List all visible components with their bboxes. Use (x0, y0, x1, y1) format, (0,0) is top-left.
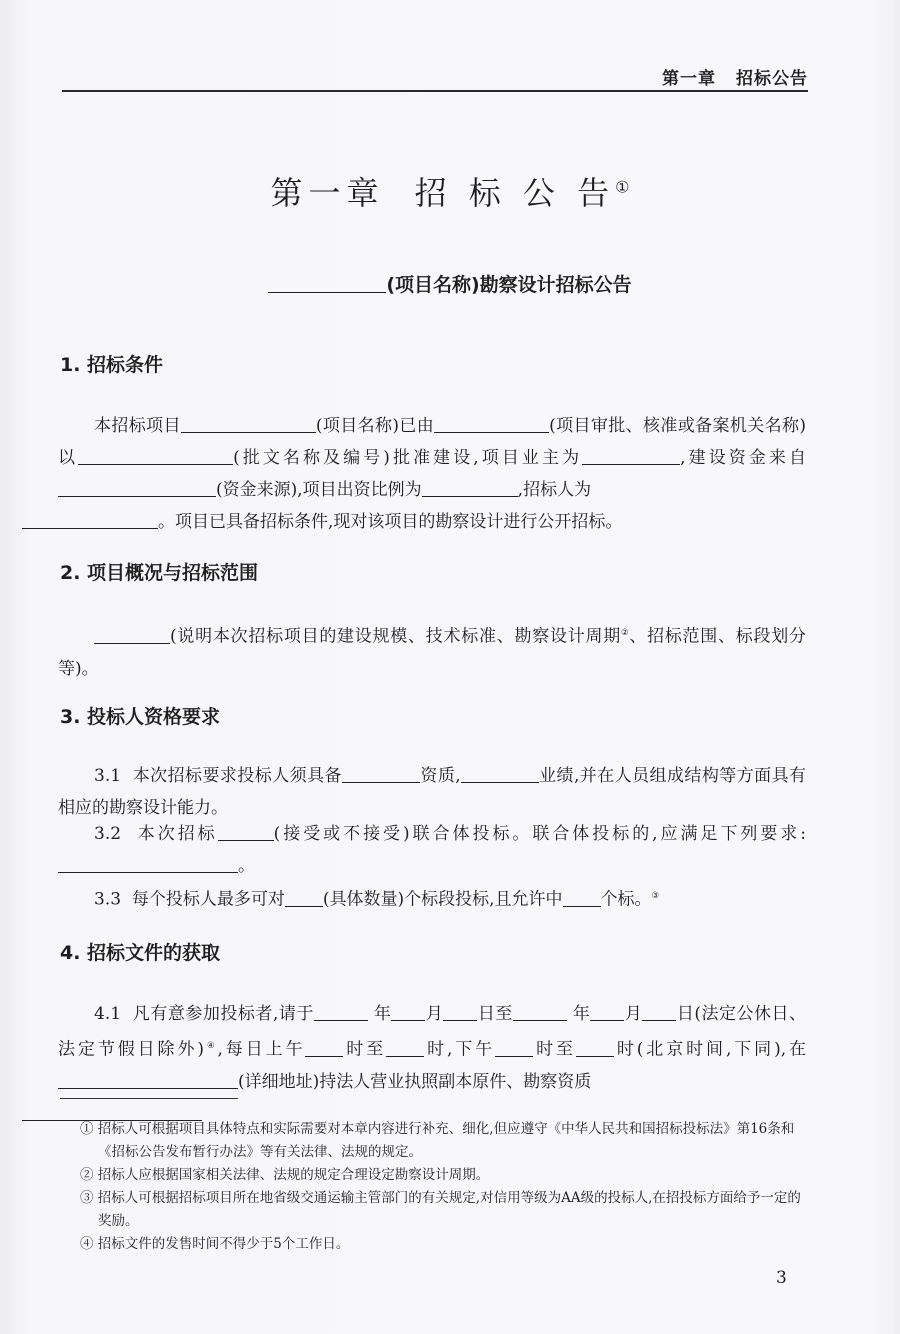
blank-field (642, 1003, 676, 1021)
chapter-title: 第一章 招 标 公 告① (270, 174, 630, 212)
footnote-rule (60, 1098, 238, 1099)
blank-field (314, 1003, 368, 1021)
footnotes (80, 1118, 810, 1256)
section-3-3: 3.3 每个投标人最多可对 (具体数量)个标段投标,且允许中 个标。③ (94, 889, 660, 910)
section-2-body: (说明本次招标项目的建设规模、技术标准、勘察设计周期②、招标范围、标段划分等)。 (58, 626, 807, 679)
footnote-2: ② 招标人应根据国家相关法律、法规的规定合理设定勘察设计周期。 (80, 1167, 490, 1183)
running-head-chapter: 第一章 (662, 69, 716, 89)
blank-field (268, 273, 386, 293)
blank-field (422, 479, 518, 497)
footnote-1: ① 招标人可根据项目具体特点和实际需要对本章内容进行补充、细化,但应遵守《中华人民共和国招标投标法》第16条和《招标公告发布暂行办法》等有关法律、法规的规定。 (80, 1121, 795, 1160)
section-3-1: 3.1 本次招标要求投标人须具备 资质, 业绩,并在人员组成结构等方面具有相应的勘察设计能力。 (58, 766, 807, 818)
blank-field (576, 1039, 614, 1057)
running-head-title: 招标公告 (736, 69, 808, 89)
section-heading-1: 1. 招标条件 (60, 354, 164, 376)
running-head (60, 64, 808, 90)
blank-field (58, 479, 216, 497)
section-heading-3: 3. 投标人资格要求 (60, 706, 221, 728)
blank-field (443, 1003, 477, 1021)
footnote-ref: ③ (651, 891, 660, 901)
section-heading-2: 2. 项目概况与招标范围 (60, 562, 259, 584)
blank-field (461, 765, 539, 783)
blank-field (305, 1039, 343, 1057)
blank-field (513, 1003, 567, 1021)
footnote-3: ③ 招标人可根据招标项目所在地省级交通运输主管部门的有关规定,对信用等级为AA级的投标人,在招投标方面给予一定的奖励。 (80, 1190, 801, 1229)
page-number: 3 (776, 1268, 787, 1288)
blank-field (285, 889, 323, 907)
section-4-1: 4.1 凡有意参加投标者,请于 年 月 日至 年 月 日(法定公休日、法定节假日除外)④,每日上午 时至 时,下午 时至 时(北京时间,下同),在(详细地址)持法人营业执照副本原件、勘察资质 (58, 998, 806, 1130)
blank-field (78, 447, 233, 465)
blank-field (58, 1071, 238, 1089)
blank-field (22, 511, 158, 529)
blank-field (391, 1003, 425, 1021)
footnote-ref: ① (615, 177, 630, 197)
blank-field (218, 823, 274, 841)
blank-field (590, 1003, 624, 1021)
blank-field (434, 415, 549, 433)
notice-title: (项目名称)勘察设计招标公告 (0, 270, 900, 297)
blank-field (342, 765, 420, 783)
blank-field (94, 626, 170, 644)
blank-field (563, 889, 601, 907)
section-heading-4: 4. 招标文件的获取 (60, 942, 221, 964)
footnote-ref: ② (620, 628, 630, 638)
footnote-ref: ④ (204, 1041, 218, 1051)
blank-field (582, 447, 680, 465)
footnote-4: ④ 招标文件的发售时间不得少于5个工作日。 (80, 1236, 350, 1252)
blank-field (495, 1039, 533, 1057)
blank-field (386, 1039, 424, 1057)
blank-field (181, 415, 316, 433)
blank-field (58, 855, 238, 873)
header-rule (62, 90, 808, 92)
section-3-2: 3.2 本次招标 (接受或不接受)联合体投标。联合体投标的,应满足下列要求:。 (58, 818, 806, 882)
section-1-body: 本招标项目 (项目名称)已由 (项目审批、核准或备案机关名称)以 (批文名称及编号)批准建设,项目业主为 ,建设资金来自(资金来源),项目出资比例为 ,招标人为 。项目已具备招标条件,现对该项目的勘察设计进行公开招标。 (58, 410, 806, 538)
